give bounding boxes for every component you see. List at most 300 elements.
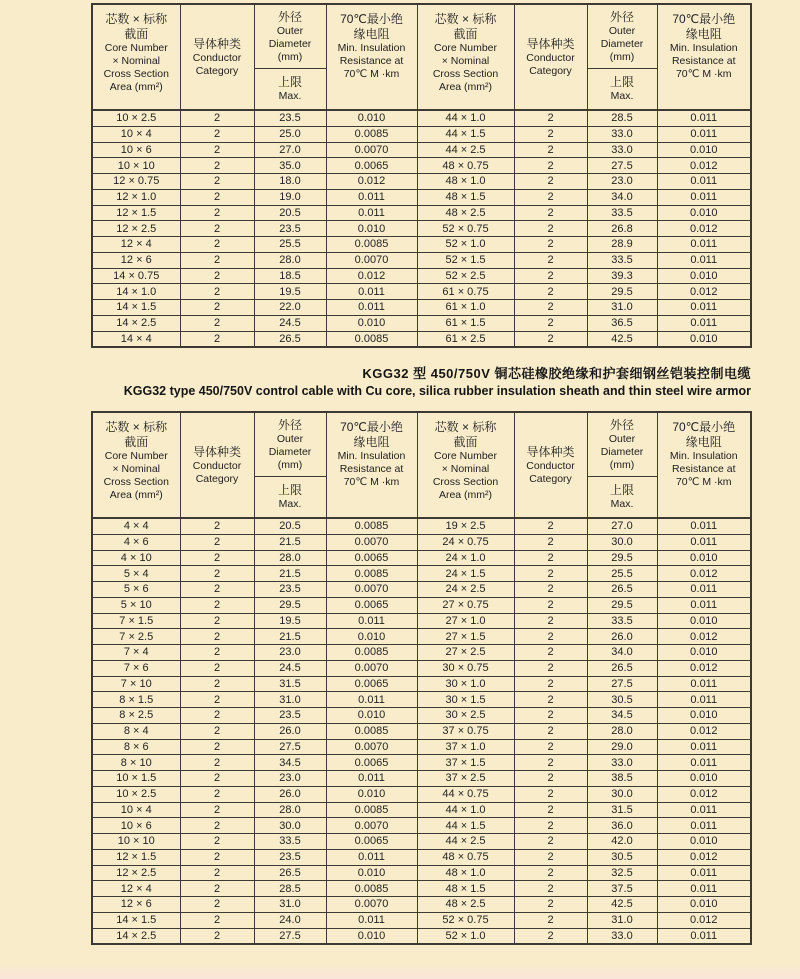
- conductor-cell: 2: [180, 300, 254, 316]
- diameter-cell: 36.0: [587, 818, 657, 834]
- conductor-cell: 2: [180, 534, 254, 550]
- header-resistance-zh2: 缘电阻: [353, 27, 390, 41]
- header-diameter-en3: (mm): [609, 50, 635, 63]
- conductor-cell: 2: [514, 708, 587, 724]
- header-diameter-max: [588, 477, 657, 517]
- conductor-cell: 2: [514, 771, 587, 787]
- resistance-cell: 0.011: [657, 189, 751, 205]
- header-conductor-en2: Category: [195, 64, 239, 77]
- conductor-cell: 2: [514, 897, 587, 913]
- diameter-cell: 28.0: [254, 802, 326, 818]
- table-row: [92, 676, 751, 692]
- conductor-cell: 2: [180, 912, 254, 928]
- diameter-cell: 23.5: [254, 221, 326, 237]
- resistance-cell: 0.011: [657, 692, 751, 708]
- conductor-cell: 2: [180, 284, 254, 300]
- header-row: [92, 412, 751, 518]
- diameter-cell: 19.5: [254, 613, 326, 629]
- header-limit-en: Max.: [278, 498, 302, 510]
- spec-cell: 48 × 1.0: [417, 865, 514, 881]
- spec-cell: 37 × 2.5: [417, 771, 514, 787]
- conductor-cell: 2: [180, 786, 254, 802]
- header-core-en3: Cross Section: [432, 68, 499, 80]
- table-row: [92, 755, 751, 771]
- spec-cell: 7 × 10: [92, 676, 180, 692]
- header-diameter-zh: 外径: [277, 9, 302, 24]
- spec-cell: 48 × 1.5: [417, 881, 514, 897]
- spec-cell: 14 × 1.5: [92, 300, 180, 316]
- resistance-cell: 0.012: [657, 849, 751, 865]
- header-diameter-en3: (mm): [609, 458, 635, 471]
- resistance-cell: 0.011: [326, 912, 417, 928]
- resistance-cell: 0.010: [326, 786, 417, 802]
- diameter-cell: 26.0: [254, 723, 326, 739]
- table-row: [92, 518, 751, 534]
- conductor-cell: 2: [180, 237, 254, 253]
- conductor-cell: 2: [180, 755, 254, 771]
- conductor-cell: 2: [514, 534, 587, 550]
- header-conductor-category: [514, 412, 587, 518]
- resistance-cell: 0.0065: [326, 550, 417, 566]
- table-row: [92, 142, 751, 158]
- table-row: [92, 660, 751, 676]
- conductor-cell: 2: [514, 189, 587, 205]
- spec-cell: 52 × 2.5: [417, 268, 514, 284]
- conductor-cell: 2: [180, 723, 254, 739]
- header-min-insulation-resistance: [326, 412, 417, 518]
- diameter-cell: 30.5: [587, 692, 657, 708]
- spec-cell: 8 × 2.5: [92, 708, 180, 724]
- resistance-cell: 0.0085: [326, 331, 417, 347]
- diameter-cell: 32.5: [587, 865, 657, 881]
- conductor-cell: 2: [180, 708, 254, 724]
- conductor-cell: 2: [514, 739, 587, 755]
- spec-cell: 48 × 1.5: [417, 189, 514, 205]
- header-resistance-zh2: 缘电阻: [353, 435, 390, 449]
- resistance-cell: 0.012: [657, 629, 751, 645]
- header-core-number: [92, 4, 180, 110]
- diameter-cell: 26.0: [254, 786, 326, 802]
- diameter-cell: 33.0: [587, 755, 657, 771]
- diameter-cell: 31.0: [254, 692, 326, 708]
- resistance-cell: 0.010: [657, 331, 751, 347]
- resistance-cell: 0.0085: [326, 237, 417, 253]
- conductor-cell: 2: [180, 739, 254, 755]
- header-core-zh2: 截面: [453, 27, 478, 41]
- spec-cell: 5 × 10: [92, 597, 180, 613]
- diameter-cell: 30.0: [587, 786, 657, 802]
- spec-cell: 48 × 0.75: [417, 849, 514, 865]
- conductor-cell: 2: [180, 676, 254, 692]
- conductor-cell: 2: [180, 142, 254, 158]
- spec-cell: 12 × 2.5: [92, 221, 180, 237]
- conductor-cell: 2: [514, 881, 587, 897]
- spec-cell: 10 × 2.5: [92, 110, 180, 126]
- resistance-cell: 0.0065: [326, 755, 417, 771]
- conductor-cell: 2: [514, 802, 587, 818]
- table-row: [92, 597, 751, 613]
- header-outer-diameter: [587, 4, 657, 110]
- resistance-cell: 0.011: [657, 818, 751, 834]
- spec-cell: 7 × 2.5: [92, 629, 180, 645]
- resistance-cell: 0.011: [657, 597, 751, 613]
- conductor-cell: 2: [514, 566, 587, 582]
- resistance-cell: 0.011: [326, 205, 417, 221]
- resistance-cell: 0.010: [657, 205, 751, 221]
- header-conductor-category: [180, 412, 254, 518]
- spec-cell: 30 × 0.75: [417, 660, 514, 676]
- diameter-cell: 26.5: [587, 582, 657, 598]
- header-diameter-en2: Diameter: [268, 445, 312, 458]
- conductor-cell: 2: [180, 645, 254, 661]
- header-limit-en: Max.: [278, 90, 302, 102]
- resistance-cell: 0.010: [326, 110, 417, 126]
- header-diameter-zh: 外径: [277, 417, 302, 432]
- diameter-cell: 33.5: [587, 613, 657, 629]
- conductor-cell: 2: [514, 928, 587, 944]
- conductor-cell: 2: [514, 755, 587, 771]
- header-resistance-en1: Min. Insulation: [669, 450, 738, 462]
- diameter-cell: 23.5: [254, 582, 326, 598]
- table-row: [92, 849, 751, 865]
- table-row: [92, 534, 751, 550]
- spec-cell: 27 × 2.5: [417, 645, 514, 661]
- header-resistance-zh1: 70℃最小绝: [340, 12, 403, 26]
- diameter-cell: 20.5: [254, 205, 326, 221]
- conductor-cell: 2: [180, 660, 254, 676]
- resistance-cell: 0.011: [326, 613, 417, 629]
- resistance-cell: 0.012: [657, 660, 751, 676]
- conductor-cell: 2: [180, 771, 254, 787]
- table-row: [92, 300, 751, 316]
- spec-cell: 27 × 1.0: [417, 613, 514, 629]
- resistance-cell: 0.0065: [326, 676, 417, 692]
- resistance-cell: 0.0070: [326, 897, 417, 913]
- spec-cell: 48 × 0.75: [417, 158, 514, 174]
- conductor-cell: 2: [514, 786, 587, 802]
- diameter-cell: 28.0: [254, 252, 326, 268]
- header-diameter-zh: 外径: [609, 9, 634, 24]
- table-row: [92, 645, 751, 661]
- resistance-cell: 0.0085: [326, 881, 417, 897]
- header-core-number: [417, 4, 514, 110]
- header-resistance-zh1: 70℃最小绝: [672, 420, 736, 434]
- conductor-cell: 2: [180, 582, 254, 598]
- diameter-cell: 19.0: [254, 189, 326, 205]
- diameter-cell: 23.0: [254, 645, 326, 661]
- conductor-cell: 2: [514, 597, 587, 613]
- conductor-cell: 2: [514, 629, 587, 645]
- diameter-cell: 28.5: [587, 110, 657, 126]
- conductor-cell: 2: [514, 692, 587, 708]
- diameter-cell: 30.5: [587, 849, 657, 865]
- diameter-cell: 20.5: [254, 518, 326, 534]
- conductor-cell: 2: [514, 142, 587, 158]
- resistance-cell: 0.011: [657, 252, 751, 268]
- header-diameter-zh: 外径: [609, 417, 634, 432]
- header-core-zh: 芯数 × 标称: [434, 12, 497, 26]
- spec-cell: 5 × 6: [92, 582, 180, 598]
- header-conductor-en2: Category: [195, 472, 239, 485]
- conductor-cell: 2: [180, 818, 254, 834]
- spec-cell: 61 × 1.5: [417, 315, 514, 331]
- conductor-cell: 2: [180, 613, 254, 629]
- header-resistance-en2: Resistance at: [339, 463, 404, 475]
- conductor-cell: 2: [180, 865, 254, 881]
- table-row: [92, 331, 751, 347]
- conductor-cell: 2: [514, 723, 587, 739]
- header-diameter-top: [255, 413, 326, 477]
- header-core-zh: 芯数 × 标称: [105, 420, 168, 434]
- diameter-cell: 29.0: [587, 739, 657, 755]
- spec-cell: 44 × 2.5: [417, 834, 514, 850]
- resistance-cell: 0.011: [326, 771, 417, 787]
- conductor-cell: 2: [180, 802, 254, 818]
- diameter-cell: 23.5: [254, 849, 326, 865]
- header-resistance-en2: Resistance at: [339, 55, 404, 67]
- diameter-cell: 19.5: [254, 284, 326, 300]
- spec-cell: 10 × 6: [92, 142, 180, 158]
- table-row: [92, 865, 751, 881]
- conductor-cell: 2: [180, 174, 254, 190]
- resistance-cell: 0.011: [326, 849, 417, 865]
- header-conductor-zh: 导体种类: [526, 36, 575, 51]
- spec-cell: 14 × 0.75: [92, 268, 180, 284]
- conductor-cell: 2: [180, 110, 254, 126]
- conductor-cell: 2: [180, 928, 254, 944]
- resistance-cell: 0.010: [326, 315, 417, 331]
- spec-cell: 10 × 6: [92, 818, 180, 834]
- spec-cell: 24 × 1.0: [417, 550, 514, 566]
- header-resistance-zh1: 70℃最小绝: [672, 12, 736, 26]
- header-resistance-en3: 70℃ M ·km: [675, 68, 732, 80]
- diameter-cell: 34.5: [254, 755, 326, 771]
- spec-cell: 24 × 2.5: [417, 582, 514, 598]
- resistance-cell: 0.0070: [326, 739, 417, 755]
- resistance-cell: 0.012: [657, 786, 751, 802]
- resistance-cell: 0.011: [657, 582, 751, 598]
- header-core-en2: × Nominal: [441, 55, 490, 67]
- resistance-cell: 0.011: [657, 518, 751, 534]
- spec-cell: 10 × 10: [92, 834, 180, 850]
- spec-cell: 12 × 4: [92, 237, 180, 253]
- header-conductor-en1: Conductor: [526, 459, 575, 472]
- conductor-cell: 2: [514, 237, 587, 253]
- resistance-cell: 0.010: [326, 928, 417, 944]
- resistance-cell: 0.011: [657, 315, 751, 331]
- table-row: [92, 174, 751, 190]
- spec-cell: 12 × 2.5: [92, 865, 180, 881]
- table-body: [92, 110, 751, 347]
- table-row: [92, 268, 751, 284]
- table-row: [92, 723, 751, 739]
- header-core-en3: Cross Section: [103, 68, 169, 80]
- resistance-cell: 0.010: [326, 708, 417, 724]
- diameter-cell: 25.5: [254, 237, 326, 253]
- spec-cell: 30 × 1.0: [417, 676, 514, 692]
- diameter-cell: 29.5: [587, 597, 657, 613]
- conductor-cell: 2: [514, 912, 587, 928]
- resistance-cell: 0.010: [326, 629, 417, 645]
- table-row: [92, 550, 751, 566]
- spec-cell: 12 × 1.5: [92, 849, 180, 865]
- table-row: [92, 221, 751, 237]
- header-resistance-en1: Min. Insulation: [337, 42, 406, 54]
- spec-cell: 12 × 6: [92, 252, 180, 268]
- resistance-cell: 0.011: [326, 300, 417, 316]
- header-core-number: [92, 412, 180, 518]
- conductor-cell: 2: [514, 315, 587, 331]
- diameter-cell: 27.0: [587, 518, 657, 534]
- conductor-cell: 2: [514, 331, 587, 347]
- diameter-cell: 28.0: [254, 550, 326, 566]
- table-row: [92, 912, 751, 928]
- diameter-cell: 18.5: [254, 268, 326, 284]
- header-core-en4: Area (mm²): [438, 81, 493, 93]
- spec-cell: 5 × 4: [92, 566, 180, 582]
- resistance-cell: 0.012: [326, 174, 417, 190]
- resistance-cell: 0.011: [657, 534, 751, 550]
- kgg32-armored-spec-table: [91, 411, 752, 945]
- header-conductor-en1: Conductor: [192, 459, 242, 472]
- diameter-cell: 30.0: [254, 818, 326, 834]
- spec-cell: 37 × 0.75: [417, 723, 514, 739]
- header-diameter-en2: Diameter: [600, 37, 644, 50]
- resistance-cell: 0.010: [657, 645, 751, 661]
- resistance-cell: 0.012: [657, 158, 751, 174]
- table-row: [92, 881, 751, 897]
- conductor-cell: 2: [514, 645, 587, 661]
- conductor-cell: 2: [514, 818, 587, 834]
- spec-cell: 4 × 6: [92, 534, 180, 550]
- header-core-en4: Area (mm²): [438, 489, 493, 501]
- diameter-cell: 33.5: [587, 252, 657, 268]
- conductor-cell: 2: [514, 660, 587, 676]
- spec-cell: 4 × 10: [92, 550, 180, 566]
- resistance-cell: 0.011: [657, 174, 751, 190]
- spec-cell: 48 × 2.5: [417, 897, 514, 913]
- diameter-cell: 21.5: [254, 566, 326, 582]
- conductor-cell: 2: [180, 881, 254, 897]
- resistance-cell: 0.010: [657, 142, 751, 158]
- diameter-cell: 36.5: [587, 315, 657, 331]
- conductor-cell: 2: [180, 849, 254, 865]
- spec-cell: 14 × 2.5: [92, 315, 180, 331]
- header-resistance-en1: Min. Insulation: [337, 450, 406, 462]
- conductor-cell: 2: [180, 897, 254, 913]
- resistance-cell: 0.012: [657, 221, 751, 237]
- table-header: [92, 4, 751, 110]
- spec-cell: 44 × 1.0: [417, 802, 514, 818]
- resistance-cell: 0.011: [657, 110, 751, 126]
- header-diameter-en3: (mm): [277, 458, 303, 471]
- resistance-cell: 0.0085: [326, 518, 417, 534]
- diameter-cell: 26.0: [587, 629, 657, 645]
- header-limit-en: Max.: [610, 90, 634, 102]
- header-limit-zh: 上限: [609, 483, 634, 497]
- diameter-cell: 31.0: [254, 897, 326, 913]
- spec-cell: 24 × 1.5: [417, 566, 514, 582]
- header-core-en3: Cross Section: [432, 476, 499, 488]
- header-diameter-max: [255, 69, 326, 109]
- resistance-cell: 0.011: [657, 865, 751, 881]
- header-resistance-zh2: 缘电阻: [685, 27, 722, 41]
- resistance-cell: 0.0070: [326, 252, 417, 268]
- diameter-cell: 33.5: [254, 834, 326, 850]
- diameter-cell: 29.5: [587, 284, 657, 300]
- diameter-cell: 25.0: [254, 126, 326, 142]
- spec-cell: 10 × 1.5: [92, 771, 180, 787]
- resistance-cell: 0.012: [657, 723, 751, 739]
- header-limit-en: Max.: [610, 498, 634, 510]
- header-core-en4: Area (mm²): [109, 81, 163, 93]
- resistance-cell: 0.0065: [326, 597, 417, 613]
- spec-cell: 10 × 2.5: [92, 786, 180, 802]
- header-conductor-category: [514, 4, 587, 110]
- resistance-cell: 0.011: [657, 881, 751, 897]
- table-row: [92, 786, 751, 802]
- diameter-cell: 28.5: [254, 881, 326, 897]
- conductor-cell: 2: [180, 268, 254, 284]
- diameter-cell: 28.0: [587, 723, 657, 739]
- resistance-cell: 0.011: [326, 692, 417, 708]
- diameter-cell: 26.8: [587, 221, 657, 237]
- header-core-en2: × Nominal: [112, 463, 161, 475]
- header-core-zh2: 截面: [124, 435, 149, 449]
- diameter-cell: 31.5: [254, 676, 326, 692]
- conductor-cell: 2: [514, 252, 587, 268]
- conductor-cell: 2: [180, 566, 254, 582]
- conductor-cell: 2: [514, 126, 587, 142]
- spec-cell: 44 × 1.5: [417, 818, 514, 834]
- spec-cell: 27 × 0.75: [417, 597, 514, 613]
- header-outer-diameter: [254, 4, 326, 110]
- resistance-cell: 0.011: [657, 755, 751, 771]
- kgg32-spec-table-upper: [91, 3, 752, 348]
- header-diameter-en1: Outer: [608, 432, 636, 445]
- diameter-cell: 33.0: [587, 126, 657, 142]
- resistance-cell: 0.0070: [326, 534, 417, 550]
- resistance-cell: 0.0065: [326, 158, 417, 174]
- conductor-cell: 2: [514, 518, 587, 534]
- header-core-en1: Core Number: [433, 450, 498, 462]
- header-core-zh2: 截面: [124, 27, 149, 41]
- conductor-cell: 2: [514, 174, 587, 190]
- diameter-cell: 27.5: [254, 928, 326, 944]
- spec-cell: 44 × 0.75: [417, 786, 514, 802]
- spec-cell: 27 × 1.5: [417, 629, 514, 645]
- spec-cell: 24 × 0.75: [417, 534, 514, 550]
- header-min-insulation-resistance: [657, 4, 751, 110]
- header-outer-diameter: [254, 412, 326, 518]
- resistance-cell: 0.010: [657, 550, 751, 566]
- resistance-cell: 0.011: [657, 300, 751, 316]
- conductor-cell: 2: [514, 300, 587, 316]
- spec-cell: 52 × 1.5: [417, 252, 514, 268]
- table-row: [92, 582, 751, 598]
- diameter-cell: 31.0: [587, 912, 657, 928]
- spec-cell: 44 × 1.0: [417, 110, 514, 126]
- resistance-cell: 0.012: [326, 268, 417, 284]
- spec-cell: 12 × 4: [92, 881, 180, 897]
- header-diameter-en2: Diameter: [268, 37, 312, 50]
- spec-cell: 30 × 2.5: [417, 708, 514, 724]
- diameter-cell: 29.5: [254, 597, 326, 613]
- resistance-cell: 0.011: [326, 189, 417, 205]
- table-row: [92, 315, 751, 331]
- table-row: [92, 802, 751, 818]
- conductor-cell: 2: [180, 315, 254, 331]
